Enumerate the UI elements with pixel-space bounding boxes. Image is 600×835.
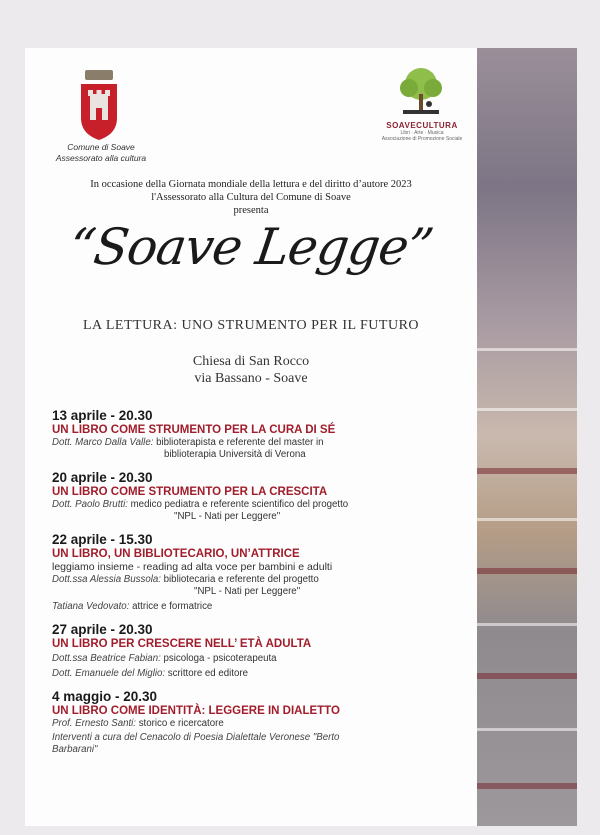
- intro-line-2: l'Assessorato alla Cultura del Comune di Soave: [151, 192, 351, 203]
- speaker-desc: attrice e formatrice: [129, 601, 213, 612]
- speaker-desc: storico e ricercatore: [136, 718, 224, 729]
- event-2: [52, 470, 472, 523]
- speaker-name: Dott. Paolo Brutti:: [52, 499, 128, 510]
- comune-name: Comune di Soave: [67, 142, 135, 152]
- speaker-desc: bibliotecaria e referente del progetto: [160, 574, 319, 585]
- books-photo: [477, 48, 577, 826]
- event-speaker: [52, 437, 472, 449]
- speaker-desc: psicologa - psicoterapeuta: [160, 653, 277, 664]
- event-date: 13 aprile - 20.30: [52, 408, 153, 423]
- event-3: [52, 532, 472, 613]
- logo-tagline: Libri · Arte · Musica: [400, 130, 444, 136]
- speaker-name: Tatiana Vedovato:: [52, 601, 130, 612]
- event-date: 27 aprile - 20.30: [52, 622, 153, 637]
- event-note-text: Interventi a cura del Cenacolo di Poesia Dialettale Veronese "Berto: [52, 732, 340, 743]
- speaker-name: Dott.ssa Beatrice Fabian:: [52, 653, 161, 664]
- speaker-desc: scrittore ed editore: [165, 668, 248, 679]
- event-title: UN LIBRO, UN BIBLIOTECARIO, UN’ATTRICE: [52, 548, 300, 560]
- poster-subtitle: LA LETTURA: UNO STRUMENTO PER IL FUTURO: [82, 318, 420, 333]
- event-speaker: [52, 499, 472, 511]
- event-speaker: [52, 574, 472, 586]
- event-speaker: [52, 718, 472, 730]
- speaker-desc: biblioterapista e referente del master in: [153, 437, 324, 448]
- event-speaker-cont: "NPL - Nati per Leggere": [194, 586, 301, 597]
- venue: [55, 353, 447, 387]
- event-description: leggiamo insieme - reading ad alta voce per bambini e adulti: [52, 561, 333, 573]
- tree-logo-icon: [393, 66, 449, 118]
- event-speaker-2: [52, 668, 472, 680]
- event-speaker: [52, 653, 472, 665]
- event-date: 20 aprile - 20.30: [52, 470, 153, 485]
- event-speaker-2: [52, 601, 472, 613]
- event-title: UN LIBRO COME STRUMENTO PER LA CURA DI SÉ: [52, 424, 336, 436]
- assessorato-name: Assessorato alla cultura: [55, 153, 147, 163]
- venue-line-2: via Bassano - Soave: [194, 371, 308, 386]
- comune-label: [49, 142, 153, 164]
- poster: [25, 48, 577, 826]
- event-note-cont: [52, 744, 472, 756]
- intro-line-3: presenta: [233, 205, 269, 216]
- logo-assoc: Associazione di Promozione Sociale: [381, 136, 463, 142]
- event-date: 22 aprile - 15.30: [52, 532, 153, 547]
- venue-line-1: Chiesa di San Rocco: [192, 354, 310, 369]
- event-5: [52, 689, 472, 756]
- event-title: UN LIBRO COME STRUMENTO PER LA CRESCITA: [52, 486, 328, 498]
- speaker-name: Dott. Emanuele del Miglio:: [52, 668, 166, 679]
- event-speaker-cont: biblioterapia Università di Verona: [164, 449, 306, 460]
- event-note: [52, 732, 472, 744]
- speaker-name: Prof. Ernesto Santi:: [52, 718, 136, 729]
- intro-text: [55, 178, 447, 217]
- intro-line-1: In occasione della Giornata mondiale della lettura e del diritto d’autore 2023: [90, 179, 412, 190]
- soavecultura-logo-name: SOAVECULTURA: [386, 121, 458, 130]
- events-list: [52, 408, 472, 765]
- poster-title: “Soave Legge”: [65, 218, 437, 276]
- speaker-desc: medico pediatra e referente scientifico del progetto: [127, 499, 349, 510]
- event-title: UN LIBRO PER CRESCERE NELL’ ETÀ ADULTA: [52, 638, 312, 650]
- speaker-name: Dott.ssa Alessia Bussola:: [52, 574, 161, 585]
- speaker-name: Dott. Marco Dalla Valle:: [52, 437, 154, 448]
- event-1: [52, 408, 472, 461]
- event-date: 4 maggio - 20.30: [52, 689, 158, 704]
- event-speaker-cont: "NPL - Nati per Leggere": [174, 511, 281, 522]
- coat-of-arms-icon: [77, 70, 121, 140]
- event-title: UN LIBRO COME IDENTITÀ: LEGGERE IN DIALETTO: [52, 705, 340, 717]
- soavecultura-logo-sub: [377, 130, 467, 142]
- event-note-text-cont: Barbarani": [52, 744, 98, 755]
- event-4: [52, 622, 472, 680]
